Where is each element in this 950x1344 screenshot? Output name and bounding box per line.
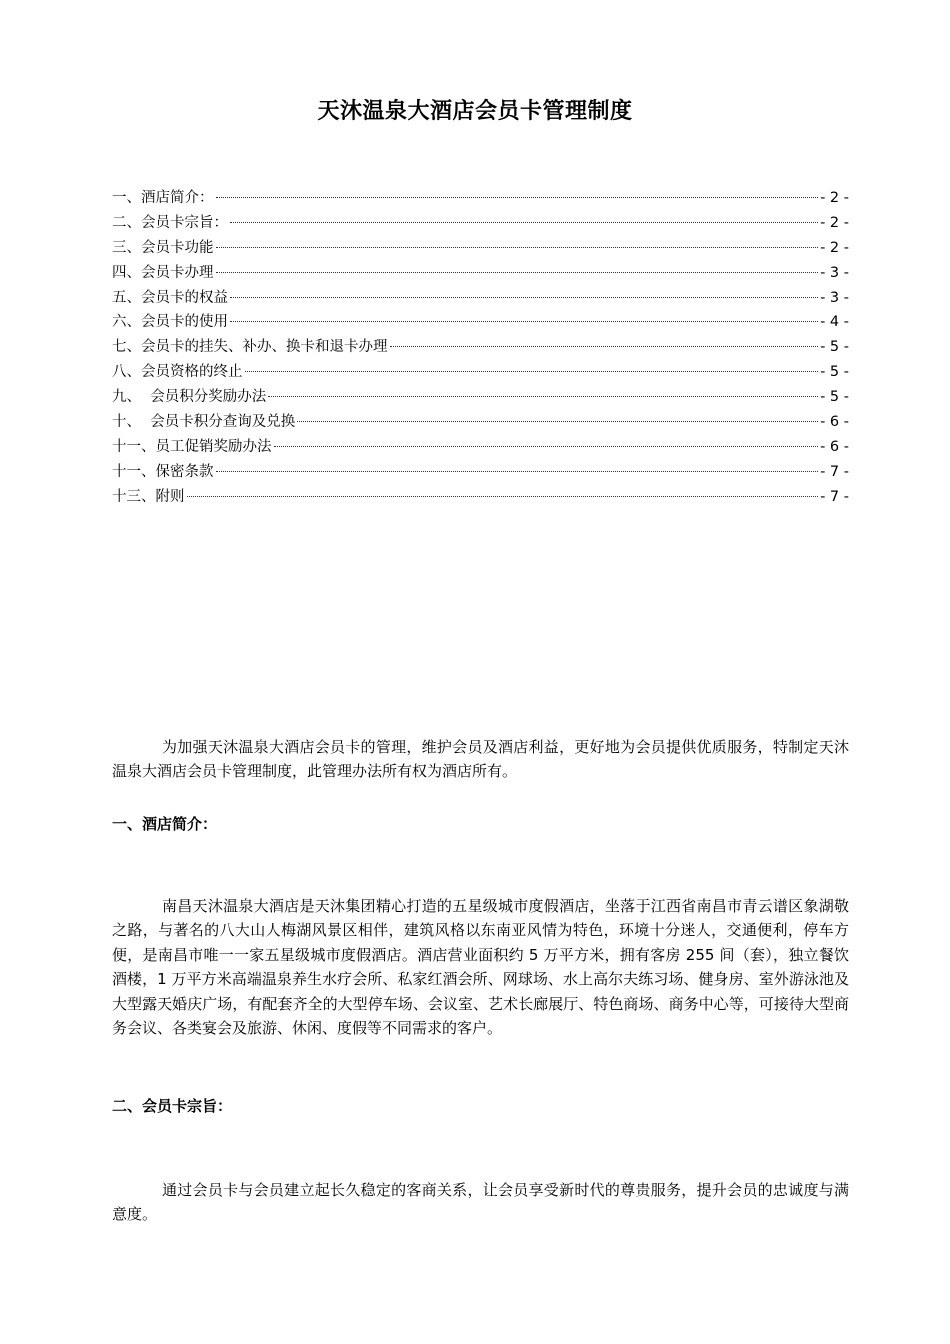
toc-entry-label: 八、会员资格的终止 <box>112 364 243 381</box>
toc-leader-dots <box>187 496 819 497</box>
card-purpose-paragraph: 通过会员卡与会员建立起长久稳定的客商关系，让会员享受新时代的尊贵服务，提升会员的忠诚度与满意度。 <box>112 1181 849 1224</box>
toc-entry[interactable] <box>112 335 849 360</box>
toc-entry-page: - 2 - <box>820 190 849 206</box>
toc-entry-page: - 2 - <box>820 239 849 256</box>
toc-entry[interactable] <box>112 310 849 335</box>
toc-leader-dots <box>274 446 819 447</box>
table-of-contents <box>112 186 849 510</box>
toc-leader-dots <box>390 346 819 347</box>
toc-entry[interactable] <box>112 460 849 485</box>
toc-entry-label: 十、 会员卡积分查询及兑换 <box>112 414 296 431</box>
toc-entry-label: 五、会员卡的权益 <box>112 289 228 306</box>
toc-entry-page: - 6 - <box>820 414 849 431</box>
toc-entry[interactable] <box>112 485 849 510</box>
toc-entry[interactable] <box>112 211 849 236</box>
toc-leader-dots <box>297 421 818 422</box>
toc-leader-dots <box>216 272 819 273</box>
toc-entry[interactable] <box>112 261 849 286</box>
toc-leader-dots <box>230 297 818 298</box>
toc-entry-label: 十一、员工促销奖励办法 <box>112 438 272 455</box>
toc-entry-page: - 5 - <box>820 364 849 381</box>
section-heading-card-purpose: 二、会员卡宗旨： <box>112 1097 233 1115</box>
toc-entry-page: - 3 - <box>820 289 849 306</box>
hotel-intro-paragraph: 南昌天沐温泉大酒店是天沐集团精心打造的五星级城市度假酒店，坐落于江西省南昌市青云谱区象湖敬之路，与著名的八大山人梅湖风景区相伴，建筑风格以东南亚风情为特色，环境十分迷人，交通便利，停车方便，是南昌市唯一一家五星级城市度假酒店。酒店营业面积约 5 万平方米，拥有客房 255 间（套），独立餐饮酒楼，1 万平方米高端温泉养生水疗会所、私家红酒会所、网球场、水上高尔夫练习场、健身房、室外游泳池及大型露天婚庆广场，有配套齐全的大型停车场、会议室、艺术长廊展厅、特色商场、商务中心等，可接待大型商务会议、各类宴会及旅游、休闲、度假等不同需求的客户。 <box>112 897 849 1038</box>
toc-entry-label: 十三、附则 <box>112 488 185 505</box>
toc-entry-page: - 2 - <box>820 214 849 231</box>
toc-entry[interactable] <box>112 186 849 211</box>
toc-entry[interactable] <box>112 435 849 460</box>
toc-entry[interactable] <box>112 410 849 435</box>
toc-leader-dots <box>230 222 818 223</box>
toc-entry-page: - 6 - <box>820 438 849 455</box>
toc-entry-label: 六、会员卡的使用 <box>112 314 228 331</box>
toc-entry-page: - 4 - <box>820 314 849 331</box>
toc-entry-label: 三、会员卡功能 <box>112 239 214 256</box>
toc-leader-dots <box>216 247 819 248</box>
toc-entry-page: - 5 - <box>820 339 849 356</box>
toc-entry-page: - 7 - <box>820 463 849 480</box>
toc-leader-dots <box>268 396 818 397</box>
toc-entry-page: - 3 - <box>820 264 849 281</box>
toc-entry-label: 七、会员卡的挂失、补办、换卡和退卡办理 <box>112 339 388 356</box>
toc-leader-dots <box>245 371 819 372</box>
toc-entry[interactable] <box>112 360 849 385</box>
toc-leader-dots <box>216 197 819 198</box>
intro-paragraph: 为加强天沐温泉大酒店会员卡的管理，维护会员及酒店利益，更好地为会员提供优质服务，特制定天沐温泉大酒店会员卡管理制度，此管理办法所有权为酒店所有。 <box>112 738 849 781</box>
toc-entry[interactable] <box>112 286 849 311</box>
document-title: 天沐温泉大酒店会员卡管理制度 <box>317 99 633 124</box>
toc-entry-page: - 5 - <box>820 389 849 406</box>
toc-entry-label: 十一、保密条款 <box>112 463 214 480</box>
toc-entry[interactable] <box>112 236 849 261</box>
toc-entry-label: 二、会员卡宗旨： <box>112 214 228 231</box>
toc-entry[interactable] <box>112 385 849 410</box>
toc-leader-dots <box>216 471 819 472</box>
toc-entry-page: - 7 - <box>820 488 849 505</box>
toc-entry-label: 九、 会员积分奖励办法 <box>112 389 267 406</box>
section-heading-hotel-intro: 一、酒店简介： <box>112 815 218 833</box>
toc-entry-label: 四、会员卡办理 <box>112 264 214 281</box>
toc-leader-dots <box>230 321 818 322</box>
toc-entry-label: 一、酒店简介： <box>112 190 214 206</box>
